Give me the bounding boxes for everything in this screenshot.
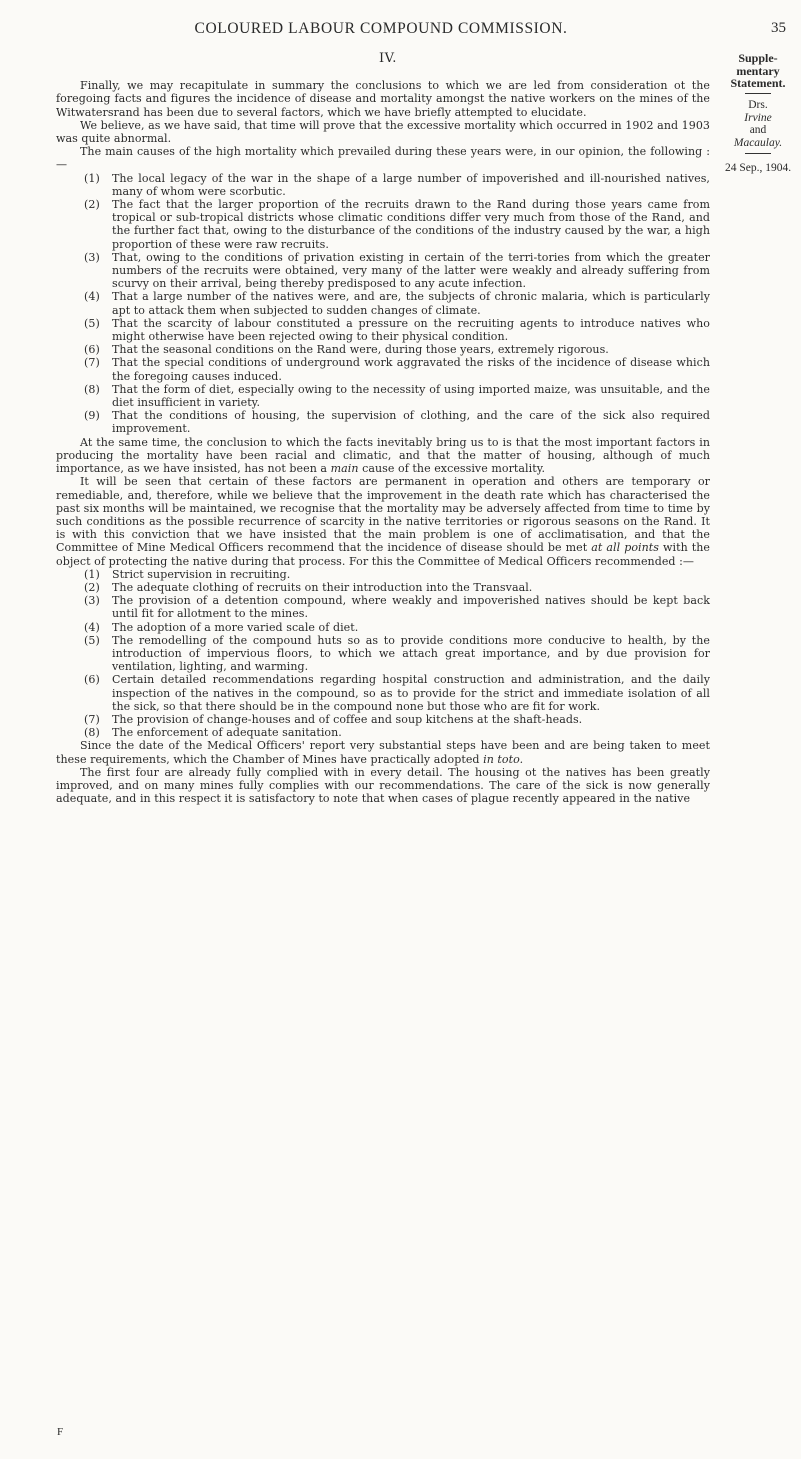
recommendations-list bbox=[56, 568, 710, 740]
causes-list bbox=[56, 172, 710, 436]
list-item: (5) That the scarcity of labour constituted a pressure on the recruiting agents to introduce natives who might otherwise have been rejected owing to their physical condition. bbox=[84, 316, 710, 344]
list-item: (4) The adoption of a more varied scale of diet. bbox=[84, 620, 359, 634]
list-item: (9) That the conditions of housing, the supervision of clothing, and the care of the sick also required improvement. bbox=[84, 409, 710, 436]
margin-name-irvine: Irvine bbox=[744, 111, 772, 124]
margin-rule-2 bbox=[745, 153, 771, 154]
compliance-paragraph: The first four are already fully complied with in every detail. The housing ot the natives has been greatly improved, and on many mines fully complies with our recommendations. The care of the sick is now generally adequate, and in this respect it is satisfactory to note that when cases of plague recently appeared in the native bbox=[56, 765, 710, 806]
running-title: COLOURED LABOUR COMPOUND COMMISSION. bbox=[194, 20, 568, 37]
list-item: (8) The enforcement of adequate sanitation. bbox=[84, 726, 342, 740]
margin-heading-line3: Statement. bbox=[730, 76, 786, 90]
margin-heading-line2: mentary bbox=[736, 63, 780, 78]
list-item: (4) That a large number of the natives were, and are, the subjects of chronic malaria, which is particularly apt to attack them when subjected to sudden changes of climate. bbox=[84, 290, 710, 317]
page-number: 35 bbox=[771, 20, 786, 36]
list-item: (2) The adequate clothing of recruits on their introduction into the Transvaal. bbox=[84, 580, 533, 594]
list-item: (7) The provision of change-houses and of coffee and soup kitchens at the shaft-heads. bbox=[84, 712, 583, 726]
margin-conjunction: and bbox=[749, 124, 767, 136]
list-item: (7) That the special conditions of underground work aggravated the risks of the incidence of disease which the foregoing causes induced. bbox=[84, 356, 710, 383]
margin-name-macaulay: Macaulay. bbox=[733, 137, 783, 149]
list-item: (3) That, owing to the conditions of privation existing in certain of the terri-tories from which the greater numbers of the recruits were obtained, very many of the latter were weakly and already suffering from scurvy on their arrival, being thereby predisposed to any acute infection. bbox=[84, 250, 710, 291]
list-item: (5) The remodelling of the compound huts so as to provide conditions more conducive to health, by the introduction of impervious floors, to which we attach great importance, and by due provision for ventilation, lighting, and warming. bbox=[84, 633, 710, 674]
list-item: (6) That the seasonal conditions on the Rand were, during those years, extremely rigorous. bbox=[84, 343, 609, 357]
margin-date: 24 Sep., 1904. bbox=[724, 161, 792, 174]
list-item: (2) The fact that the larger proportion of the recruits drawn to the Rand during those years came from tropical or sub-tropical districts whose climatic conditions differ very much from those of the Rand, and the further fact that, owing to the disturbance of the conditions of the industry caused by the war, a high proportion of these were raw recruits. bbox=[84, 198, 710, 251]
page-header bbox=[56, 20, 786, 42]
progress-paragraph: Since the date of the Medical Officers' report very substantial steps have been and are being taken to meet these requirements, which the Chamber of Mines have practically adopted in toto. bbox=[56, 739, 710, 766]
list-item: (8) That the form of diet, especially owing to the necessity of using imported maize, was unsuitable, and the diet insufficient in variety. bbox=[84, 382, 710, 410]
list-item: (6) Certain detailed recommendations regarding hospital construction and administration, and the daily inspection of the natives in the compound, so as to provide for the strict and immediate isolation of all the sick, so that there should be in the compound none but those who are fit for work. bbox=[84, 673, 710, 713]
margin-doctors-label: Drs. bbox=[748, 98, 768, 111]
margin-note bbox=[720, 52, 796, 174]
body-text bbox=[56, 52, 710, 805]
margin-rule bbox=[745, 93, 771, 94]
margin-heading-line1: Supple- bbox=[738, 51, 778, 65]
list-item: (1) The local legacy of the war in the shape of a large number of impoverished and ill-nourished natives, many of whom were scorbutic. bbox=[84, 171, 710, 198]
signature-mark: F bbox=[57, 1426, 64, 1438]
acclimatisation-paragraph: It will be seen that certain of these factors are permanent in operation and others are temporary or remediable, and, therefore, while we believe that the improvement in the death rate which has characterised the past six months will be maintained, we recognise that the mortality may be adversely affected from time to time by such conditions as the possible recurrence of scarcity in the native territories or rigorous seasons on the Rand. It is with this conviction that we have insisted that the main problem is one of acclimatisation, and that the Committee of Mine Medical Officers recommend that the incidence of disease should be met at all points with the object of protecting the native during that process. For this the Committee of Medical Officers recommended :— bbox=[56, 475, 710, 568]
list-item: (3) The provision of a detention compound, where weakly and impoverished natives should be kept back until fit for allotment to the mines. bbox=[84, 594, 710, 621]
conclusion-paragraph: At the same time, the conclusion to which the facts inevitably bring us to is that the most important factors in producing the mortality have been racial and climatic, and that the matter of housing, although of much importance, as we have insisted, has not been a main cause of the excessive mortality. bbox=[56, 435, 710, 476]
list-item: (1) Strict supervision in recruiting. bbox=[84, 567, 291, 581]
belief-paragraph: We believe, as we have said, that time will prove that the excessive mortality which occurred in 1902 and 1903 was quite abnormal. bbox=[56, 118, 710, 146]
intro-paragraph: Finally, we may recapitulate in summary the conclusions to which we are led from consideration ot the foregoing facts and figures the incidence of disease and mortality amongst the native workers on the mines of the Witwatersrand has been due to several factors, which we have briefly attempted to elucidate. bbox=[56, 79, 710, 119]
section-number: IV. bbox=[379, 51, 397, 66]
causes-intro: The main causes of the high mortality which prevailed during these years were, in our opinion, the following :— bbox=[56, 145, 710, 172]
